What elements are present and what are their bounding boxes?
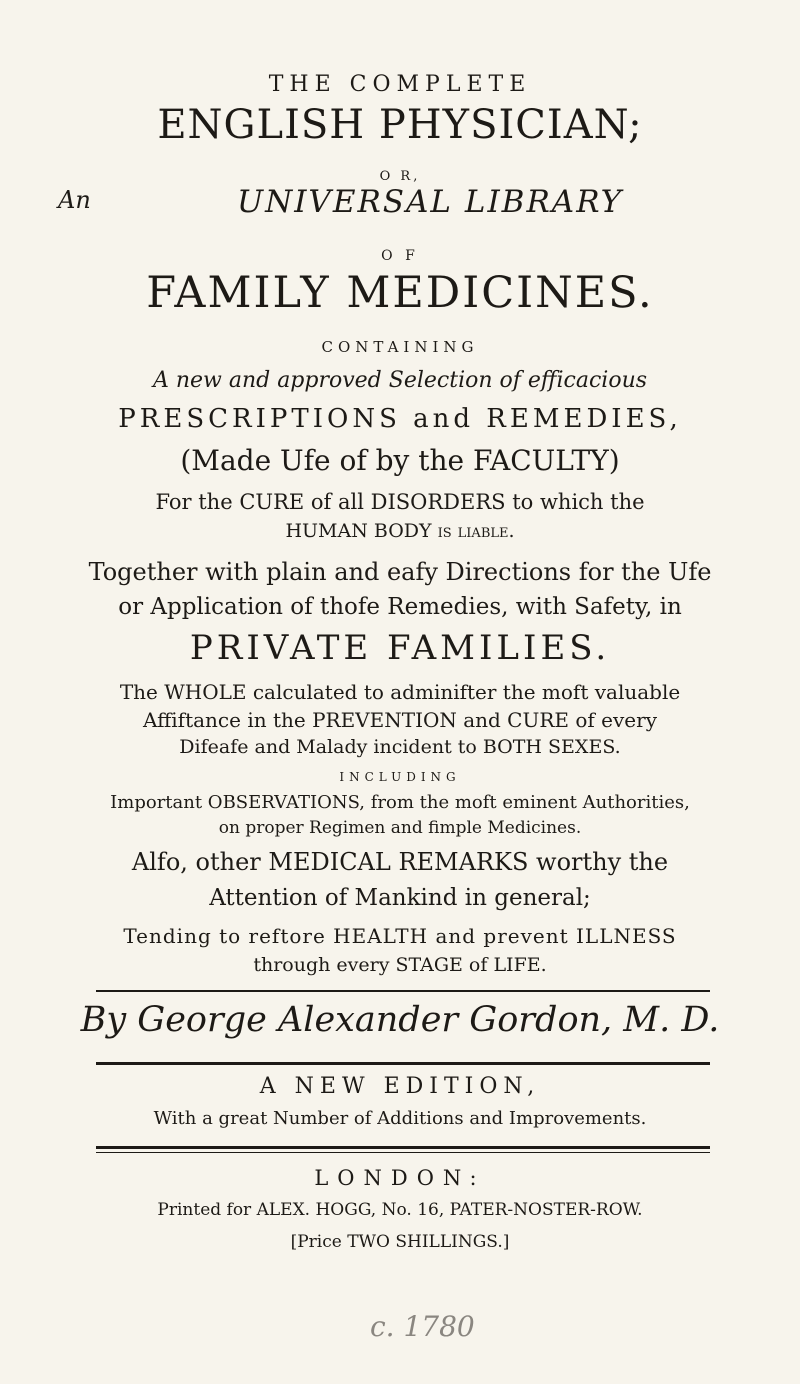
imprint-line: Printed for ALEX. HOGG, No. 16, PATER-NOSTER-ROW. <box>157 1200 643 1220</box>
through-line: through every STAGE of LIFE. <box>253 954 547 976</box>
tending-line: Tending to reftore HEALTH and prevent ILLNESS <box>123 924 677 948</box>
universal-library-heading: UNIVERSAL LIBRARY <box>236 184 624 220</box>
private-families-heading: PRIVATE FAMILIES. <box>189 628 611 668</box>
including-text: INCLUDING <box>339 770 461 784</box>
handwritten-date-note: c. 1780 <box>370 1310 475 1343</box>
divider-rule-1 <box>96 990 710 992</box>
divider-rule-3 <box>96 1146 710 1149</box>
prescriptions-line: PRESCRIPTIONS and REMEDIES, <box>118 404 682 434</box>
also-line: Alfo, other MEDICAL REMARKS worthy the <box>131 848 669 876</box>
regimen-line: on proper Regimen and fimple Medicines. <box>218 818 582 838</box>
selection-line: A new and approved Selection of efficacious <box>152 368 648 393</box>
edition-line: A NEW EDITION, <box>259 1074 541 1099</box>
important-line: Important OBSERVATIONS, from the moft eminent Authorities, <box>110 792 690 813</box>
london-line: LONDON: <box>314 1166 486 1190</box>
family-medicines-heading: FAMILY MEDICINES. <box>146 268 654 318</box>
containing-text: CONTAINING <box>321 338 479 356</box>
attention-line: Attention of Mankind in general; <box>209 885 591 911</box>
human-body-line: HUMAN BODY is liable. <box>285 520 515 542</box>
disease-line: Difeafe and Malady incident to BOTH SEXES. <box>179 736 621 758</box>
made-use-line: (Made Ufe of by the FACULTY) <box>180 444 620 477</box>
english-physician-heading: ENGLISH PHYSICIAN; <box>157 102 643 148</box>
price-line: [Price TWO SHILLINGS.] <box>290 1232 510 1252</box>
or-text: O R, <box>379 169 421 184</box>
additions-line: With a great Number of Additions and Improvements. <box>153 1108 647 1129</box>
whole-line: The WHOLE calculated to adminifter the moft valuable <box>119 680 681 704</box>
divider-rule-2 <box>96 1062 710 1065</box>
of-text: O F <box>381 248 419 264</box>
the-complete: THE COMPLETE <box>268 72 532 97</box>
author-line: By George Alexander Gordon, M. D. <box>80 1000 720 1040</box>
for-cure-line: For the CURE of all DISORDERS to which the <box>155 490 645 514</box>
divider-rule-4 <box>96 1152 710 1153</box>
assistance-line: Affiftance in the PREVENTION and CURE of every <box>142 708 657 732</box>
application-line: or Application of thofe Remedies, with Safety, in <box>118 594 682 620</box>
together-line: Together with plain and eafy Directions for the Ufe <box>88 558 712 586</box>
an-text: An <box>58 186 91 214</box>
